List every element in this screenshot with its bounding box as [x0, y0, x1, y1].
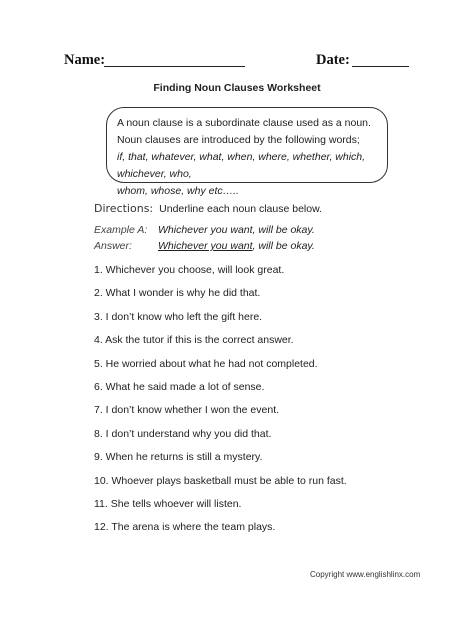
answer-label: Answer: — [94, 240, 132, 252]
question-item: 4. Ask the tutor if this is the correct answer. — [94, 334, 294, 347]
copyright-notice: Copyright www.englishlinx.com — [310, 570, 421, 579]
example-sentence: Whichever you want, will be okay. — [158, 224, 315, 236]
question-item: 7. I don’t know whether I won the event. — [94, 404, 280, 417]
name-blank-line — [104, 66, 245, 67]
worksheet-title: Finding Noun Clauses Worksheet — [153, 82, 321, 94]
directions-text: Underline each noun clause below. — [159, 203, 323, 215]
name-label: Name: — [64, 52, 106, 68]
question-list — [94, 263, 347, 544]
definition-line-2: Noun clauses are introduced by the following words; — [117, 134, 360, 146]
question-item: 9. When he returns is still a mystery. — [94, 451, 263, 464]
example-row — [94, 222, 315, 238]
date-blank-line — [352, 66, 409, 67]
example-block — [94, 222, 315, 254]
answer-rest: , will be okay. — [252, 240, 315, 252]
introducer-words-line-2: whom, whose, why etc….. — [117, 185, 239, 197]
question-item: 12. The arena is where the team plays. — [94, 521, 276, 534]
directions — [94, 202, 322, 215]
definition-box — [106, 107, 388, 197]
example-label: Example A: — [94, 224, 148, 236]
question-item: 1. Whichever you choose, will look great. — [94, 264, 285, 276]
answer-underlined-clause: Whichever you want — [158, 240, 253, 252]
directions-label: Directions: — [94, 202, 154, 215]
question-item: 8. I don’t understand why you did that. — [94, 427, 272, 440]
question-item: 2. What I wonder is why he did that. — [94, 287, 261, 300]
header-row — [0, 52, 474, 74]
question-item: 5. He worried about what he had not completed. — [94, 357, 318, 370]
date-label: Date: — [316, 52, 350, 68]
introducer-words-line-1: if, that, whatever, what, when, where, whether, which, whichever, who, — [117, 151, 366, 180]
question-item: 6. What he said made a lot of sense. — [94, 380, 265, 393]
definition-line-1: A noun clause is a subordinate clause used as a noun. — [117, 117, 371, 129]
answer-row — [94, 238, 315, 254]
question-item: 3. I don’t know who left the gift here. — [94, 310, 263, 323]
question-item: 10. Whoever plays basketball must be able to run fast. — [94, 474, 347, 487]
question-item: 11. She tells whoever will listen. — [94, 497, 242, 510]
